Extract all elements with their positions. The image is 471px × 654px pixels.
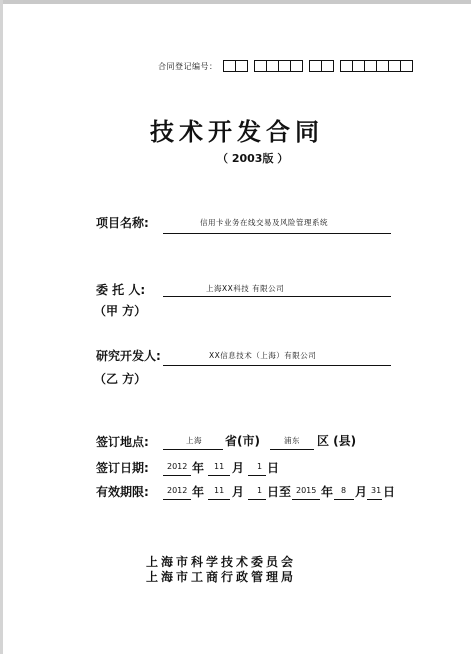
- registration-box-group-4[interactable]: [340, 60, 412, 72]
- signing-date-month-underline: [208, 475, 230, 476]
- validity-end-day[interactable]: 31: [371, 486, 382, 495]
- validity-end-month[interactable]: 8: [341, 486, 347, 495]
- project-label: 项目名称:: [96, 216, 149, 230]
- validity-end-year-unit: 年: [321, 485, 334, 499]
- document-title: 技术开发合同: [150, 117, 324, 146]
- validity-start-month-underline: [208, 499, 230, 500]
- validity-start-year-underline: [163, 499, 191, 500]
- validity-end-year[interactable]: 2015: [296, 486, 317, 495]
- validity-start-year[interactable]: 2012: [167, 486, 188, 495]
- validity-end-year-underline: [292, 499, 320, 500]
- signing-place-city-underline: [163, 449, 223, 450]
- signing-date-year-unit: 年: [192, 461, 205, 475]
- client-value[interactable]: 上海XX科技 有限公司: [206, 284, 285, 293]
- validity-month-unit: 月: [232, 485, 245, 499]
- registration-box-group-2[interactable]: [254, 60, 302, 72]
- signing-date-day-underline: [248, 475, 266, 476]
- signing-date-month-unit: 月: [232, 461, 245, 475]
- client-label: 委 托 人:: [96, 283, 146, 297]
- developer-party: （乙 方）: [94, 372, 147, 386]
- validity-day-to: 日至: [267, 485, 292, 499]
- signing-place-province-unit: 省(市): [225, 434, 260, 448]
- signing-place-district-underline: [270, 449, 314, 450]
- validity-start-day[interactable]: 1: [257, 486, 263, 495]
- developer-underline: [163, 365, 391, 366]
- validity-year-unit: 年: [192, 485, 205, 499]
- issuer-industry-commerce-bureau: 上海市工商行政管理局: [146, 570, 297, 584]
- registration-box[interactable]: [321, 60, 334, 72]
- validity-end-month-underline: [334, 499, 354, 500]
- registration-label: 合同登记编号：: [158, 62, 218, 71]
- signing-date-month[interactable]: 11: [214, 462, 225, 471]
- validity-start-day-underline: [248, 499, 266, 500]
- registration-box[interactable]: [290, 60, 303, 72]
- registration-box-group-3[interactable]: [309, 60, 333, 72]
- project-underline: [163, 233, 391, 234]
- registration-box[interactable]: [235, 60, 248, 72]
- signing-place-city[interactable]: 上海: [186, 436, 202, 445]
- document-edition: （ 2003版 ）: [217, 152, 289, 165]
- signing-place-district-unit: 区 (县): [317, 434, 357, 448]
- page-frame-left: [0, 0, 3, 654]
- project-value[interactable]: 信用卡业务在线交易及风险管理系统: [200, 218, 328, 227]
- signing-date-year[interactable]: 2012: [167, 462, 188, 471]
- client-party: （甲 方）: [94, 304, 147, 318]
- signing-place-district[interactable]: 浦东: [284, 436, 300, 445]
- signing-date-year-underline: [163, 475, 191, 476]
- developer-value[interactable]: XX信息技术（上海）有限公司: [209, 351, 317, 360]
- signing-date-day-unit: 日: [267, 461, 280, 475]
- signing-date-label: 签订日期:: [96, 461, 149, 475]
- validity-label: 有效期限:: [96, 485, 149, 499]
- page-frame-top: [0, 0, 471, 4]
- issuer-science-commission: 上海市科学技术委员会: [146, 555, 297, 569]
- validity-end-day-underline: [367, 499, 382, 500]
- validity-end-month-unit: 月: [355, 485, 368, 499]
- registration-box[interactable]: [400, 60, 413, 72]
- signing-date-day[interactable]: 1: [257, 462, 263, 471]
- client-underline: [163, 296, 391, 297]
- registration-box-group-1[interactable]: [223, 60, 247, 72]
- signing-place-label: 签订地点:: [96, 435, 149, 449]
- validity-start-month[interactable]: 11: [214, 486, 225, 495]
- validity-end-day-unit: 日: [383, 485, 396, 499]
- developer-label: 研究开发人:: [96, 349, 161, 363]
